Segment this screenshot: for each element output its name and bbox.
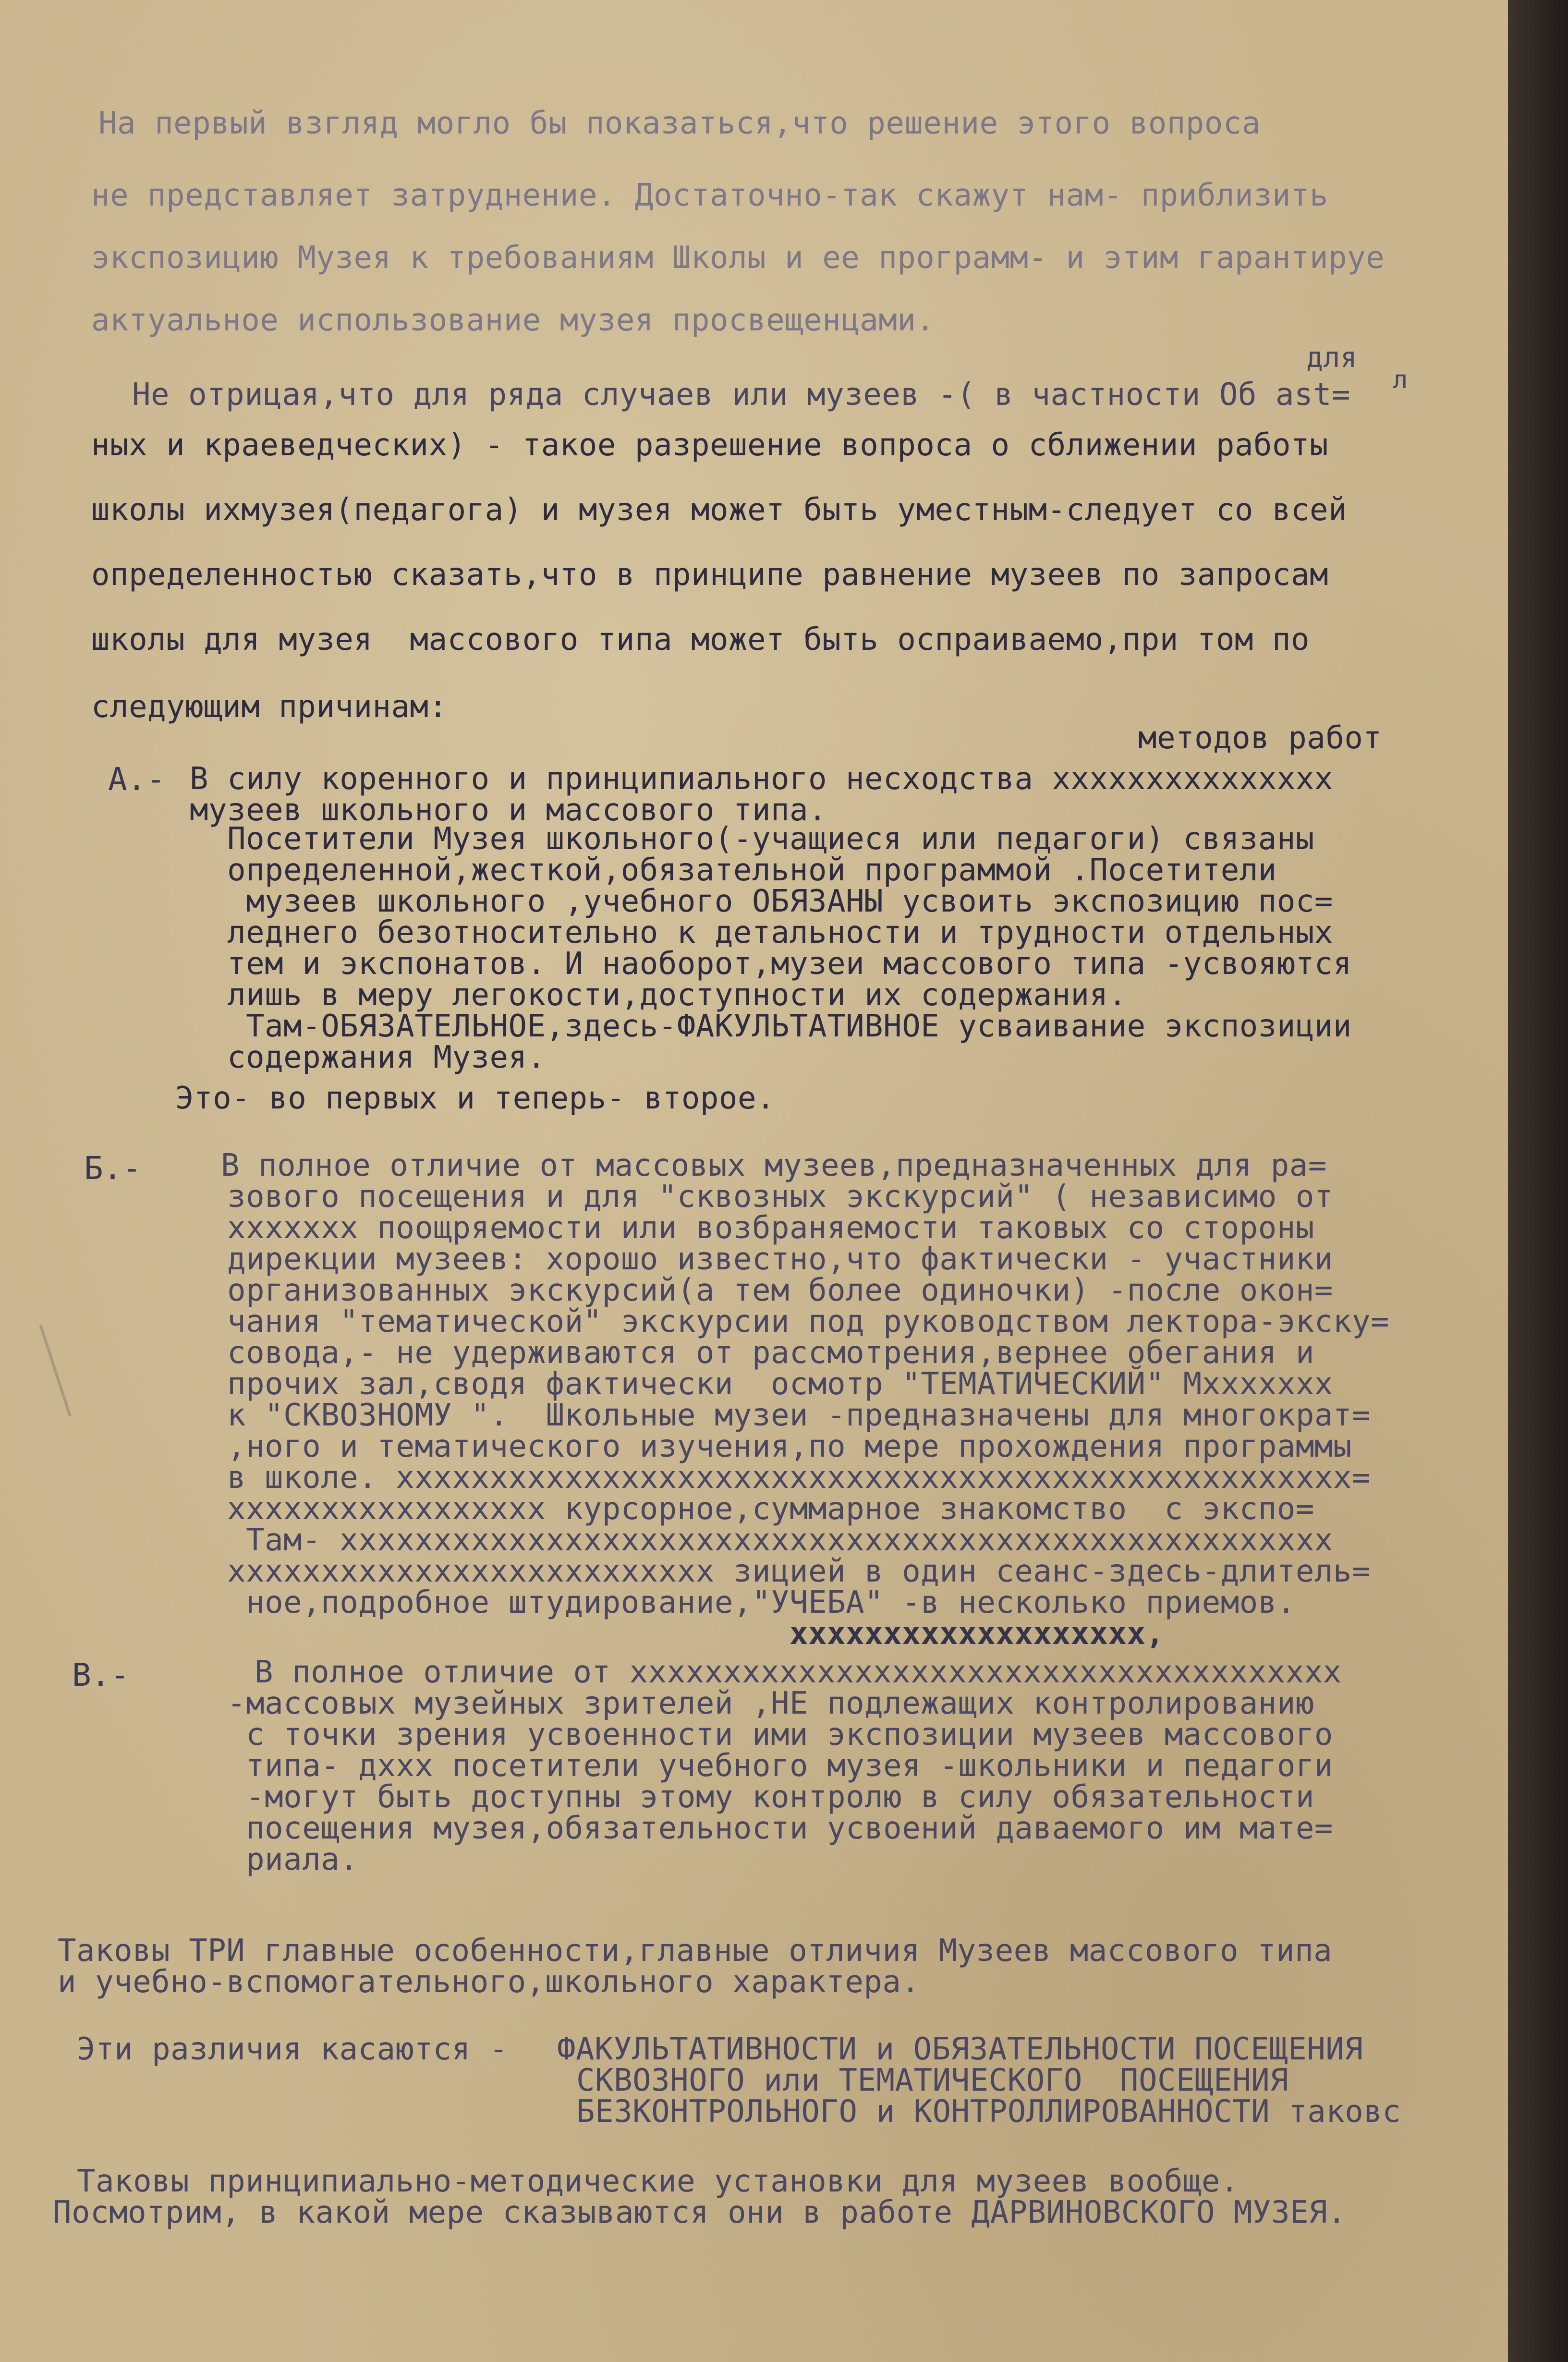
page-edge-shadow xyxy=(1508,0,1568,2362)
section-v-line: риала. xyxy=(190,1842,359,1877)
insertion-dlya: для xyxy=(1306,341,1358,374)
section-a-line: содержания Музея. xyxy=(190,1040,546,1075)
section-b-line: xxxxxxxxxxxxxxxxxxx, xyxy=(190,1616,1165,1652)
section-b-line: Там- xxxxxxxxxxxxxxxxxxxxxxxxxxxxxxxxxxxxxxxxxxxxxxxxxxxxx xyxy=(190,1522,1333,1558)
section-a-line: определенной,жесткой,обязательной программой .Посетители xyxy=(190,852,1277,888)
section-a-label: А.- xyxy=(108,761,166,798)
section-b-line: xxxxxxxxxxxxxxxxx курсорное,суммарное знакомство с экспо= xyxy=(190,1491,1314,1527)
intro-line: На первый взгляд могло бы показаться,что решение этого вопроса xyxy=(98,106,1261,141)
section-b-line: в школе. xxxxxxxxxxxxxxxxxxxxxxxxxxxxxxxxxxxxxxxxxxxxxxxxxxx= xyxy=(190,1460,1371,1496)
intro-line: экспозицию Музея к требованиям Школы и ее программ- и этим гарантируе xyxy=(91,240,1385,276)
section-b-line: к "СКВОЗНОМУ ". Школьные музеи -предназначены для многократ= xyxy=(190,1398,1371,1433)
section-a-line: тем и экспонатов. И наоборот,музеи массового типа -усвояются xyxy=(190,946,1352,982)
section-b-line: xxxxxxxxxxxxxxxxxxxxxxxxxx зицией в один сеанс-здесь-длитель= xyxy=(190,1554,1371,1589)
section-b-line: В полное отличие от массовых музеев,предназначенных для ра= xyxy=(221,1148,1327,1183)
section-b-line: xxxxxxx поощряемости или возбраняемости таковых со стороны xyxy=(190,1210,1314,1246)
intro-line: актуальное использование музея просвещенцами. xyxy=(91,303,935,338)
intro-line: не представляет затруднение. Достаточно-так скажут нам- приблизить xyxy=(91,178,1329,213)
section-b-line: совода,- не удерживаются от рассмотрения,вернее обегания и xyxy=(190,1335,1314,1371)
section-b-line: прочих зал,сводя фактически осмотр "ТЕМАТИЧЕСКИЙ" Мxxxxxxx xyxy=(190,1366,1333,1402)
para2-line: школы иxмузея(педагога) и музея может быть уместным-следует со всей xyxy=(91,492,1348,528)
pencil-mark xyxy=(39,1311,112,1417)
section-a-line: музеев школьного ,учебного ОБЯЗАНЫ усвоить экспозицию пос= xyxy=(190,884,1333,919)
para2-line: школы для музея массового типа может быть оспраиваемо,при том по xyxy=(91,622,1310,657)
section-v-line: В полное отличие от xxxxxxxxxxxxxxxxxxxxxxxxxxxxxxxxxxxxxx xyxy=(255,1655,1342,1690)
section-v-line: типа- дxxx посетители учебного музея -школьники и педагоги xyxy=(190,1748,1333,1784)
section-v-line: с точки зрения усвоенности ими экспозиции музеев массового xyxy=(190,1717,1333,1753)
section-v-line: -могут быть доступны этому контролю в силу обязательности xyxy=(190,1779,1314,1815)
section-b-line: организованных экскурсий(а тем более одиночки) -после окон= xyxy=(190,1273,1333,1308)
para2-line: следующим причинам: xyxy=(91,689,448,725)
summary-line: Таковы ТРИ главные особенности,главные отличия Музеев массового типа xyxy=(58,1933,1333,1969)
closing-line: Посмотрим, в какой мере сказываются они в работе ДАРВИНОВСКОГО МУЗЕЯ. xyxy=(53,2195,1347,2230)
section-b-label: Б.- xyxy=(84,1150,142,1187)
para2-line: ных и краеведческих) - такое разрешение вопроса о сближении работы xyxy=(91,427,1329,463)
section-b-line: дирекции музеев: хорошо известно,что фактически - участники xyxy=(190,1242,1333,1277)
section-b-line: ное,подробное штудирование,"УЧЕБА" -в несколько приемов. xyxy=(190,1585,1296,1620)
section-a-line: Посетители Музея школьного(-учащиеся или педагоги) связаны xyxy=(190,821,1314,857)
para2-line: Не отрицая,что для ряда случаев или музеев -( в частности Об ast= xyxy=(132,377,1351,413)
section-v-label: В.- xyxy=(72,1656,130,1693)
section-v-line: -массовых музейных зрителей ,НЕ подлежащих контролированию xyxy=(190,1686,1314,1721)
section-a-line: Это- во первых и теперь- второе. xyxy=(175,1081,775,1116)
section-v-line: посещения музея,обязательности усвоений даваемого им мате= xyxy=(190,1811,1333,1846)
section-b-line: зового посещения и для "сквозных экскурсий" ( независимо от xyxy=(190,1179,1333,1215)
section-a-line: лишь в меру легокости,доступности их содержания. xyxy=(190,977,1127,1013)
summary-line: и учебно-вспомогательного,школьного характера. xyxy=(58,1964,920,2000)
insertion-methods: методов работ xyxy=(1138,720,1382,756)
section-b-line: ,ного и тематического изучения,по мере прохождения программы xyxy=(190,1429,1352,1464)
section-a-line: Там-ОБЯЗАТЕЛЬНОЕ,здесь-ФАКУЛЬТАТИВНОЕ усваивание экспозиции xyxy=(190,1009,1352,1044)
closing-line: Таковы принципиально-методические установки для музеев вообще. xyxy=(77,2164,1239,2199)
para2-line: определенностью сказать,что в принципе равнение музеев по запросам xyxy=(91,557,1329,593)
differences-intro: Эти различия касаются - xyxy=(77,2032,508,2067)
section-b-line: чания "тематической" экскурсии под руководством лектора-экску= xyxy=(190,1304,1389,1339)
section-a-line: музеев школьного и массового типа. xyxy=(190,792,827,828)
section-a-line: леднего безотносительно к детальности и трудности отдельных xyxy=(190,915,1333,950)
section-a-line: В силу коренного и принципиального несходства xxxxxxxxxxxxxxx xyxy=(190,761,1333,797)
insertion-letter: л xyxy=(1393,365,1408,394)
difference-item: СКВОЗНОГО или ТЕМАТИЧЕСКОГО ПОСЕЩЕНИЯ xyxy=(576,2063,1289,2098)
difference-item: ФАКУЛЬТАТИВНОСТИ и ОБЯЗАТЕЛЬНОСТИ ПОСЕЩЕНИЯ xyxy=(557,2032,1363,2067)
difference-item: БЕЗКОНТРОЛЬНОГО и КОНТРОЛЛИРОВАННОСТИ таковс xyxy=(576,2094,1401,2130)
